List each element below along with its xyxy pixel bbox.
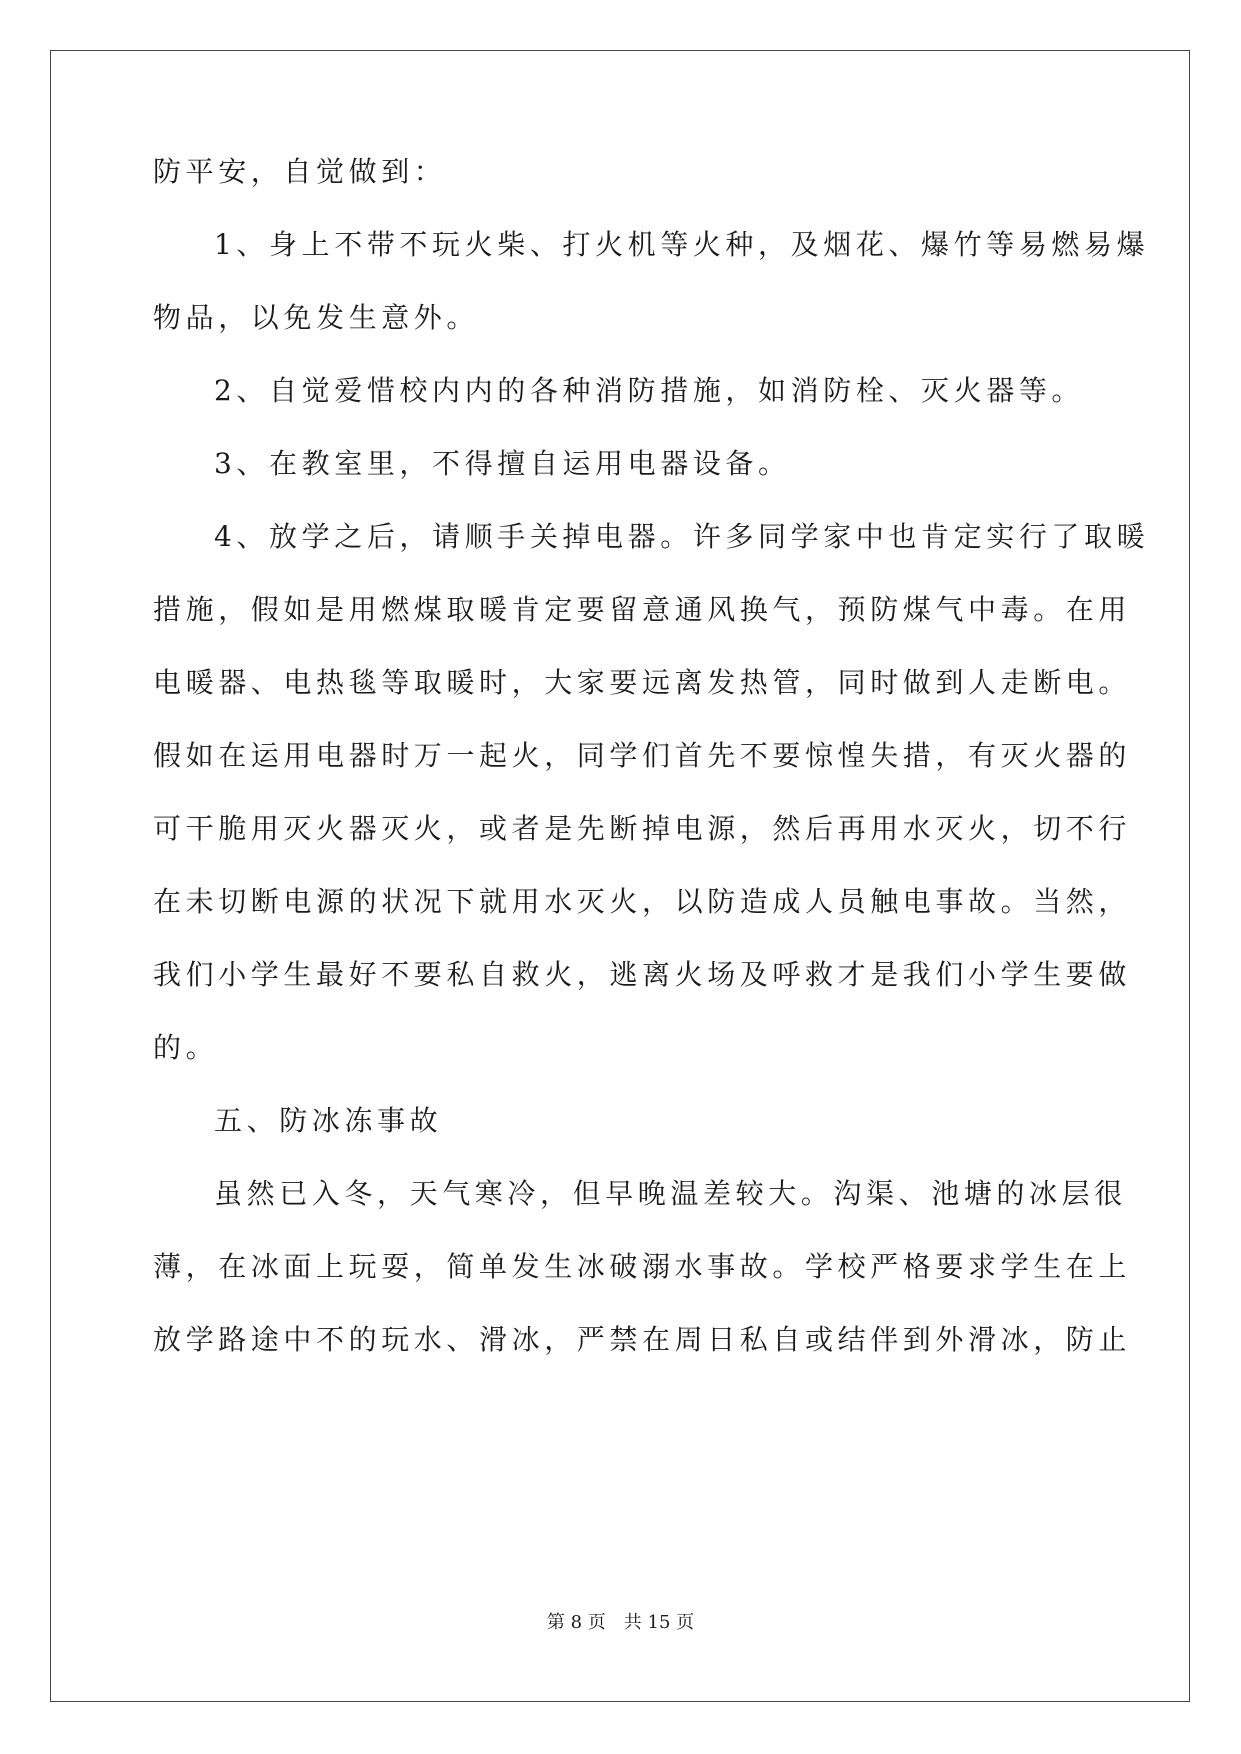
- page-number-label: 第 8 页 共 15 页: [546, 1612, 695, 1633]
- text-line: 电暖器、电热毯等取暖时，大家要远离发热管，同时做到人走断电。: [153, 666, 1132, 699]
- text-line: 薄，在冰面上玩耍，简单发生冰破溺水事故。学校严格要求学生在上: [153, 1250, 1132, 1283]
- text-line: 的。: [153, 1031, 219, 1064]
- section-heading: 五、防冰冻事故: [214, 1104, 443, 1137]
- page-footer: [0, 1611, 1241, 1635]
- text-line: 1、身上不带不玩火柴、打火机等火种，及烟花、爆竹等易燃易爆: [214, 228, 1150, 261]
- text-line: 可干脆用灭火器灭火，或者是先断掉电源，然后再用水灭火，切不行: [153, 812, 1132, 845]
- text-line: 放学路途中不的玩水、滑冰，严禁在周日私自或结伴到外滑冰，防止: [153, 1323, 1132, 1356]
- text-line: 在未切断电源的状况下就用水灭火，以防造成人员触电事故。当然，: [153, 885, 1132, 918]
- text-line: 物品，以免发生意外。: [153, 301, 480, 334]
- text-line: 2、自觉爱惜校内内的各种消防措施，如消防栓、灭火器等。: [214, 374, 1085, 407]
- text-line: 措施，假如是用燃煤取暖肯定要留意通风换气，预防煤气中毒。在用: [153, 593, 1132, 626]
- text-line: 我们小学生最好不要私自救火，逃离火场及呼救才是我们小学生要做: [153, 958, 1132, 991]
- text-line: 防平安，自觉做到：: [153, 155, 447, 188]
- text-line: 虽然已入冬，天气寒冷，但早晚温差较大。沟渠、池塘的冰层很: [214, 1177, 1127, 1210]
- text-line: 3、在教室里，不得擅自运用电器设备。: [214, 447, 791, 480]
- text-line: 4、放学之后，请顺手关掉电器。许多同学家中也肯定实行了取暖: [214, 520, 1150, 553]
- text-line: 假如在运用电器时万一起火，同学们首先不要惊惶失措，有灭火器的: [153, 739, 1132, 772]
